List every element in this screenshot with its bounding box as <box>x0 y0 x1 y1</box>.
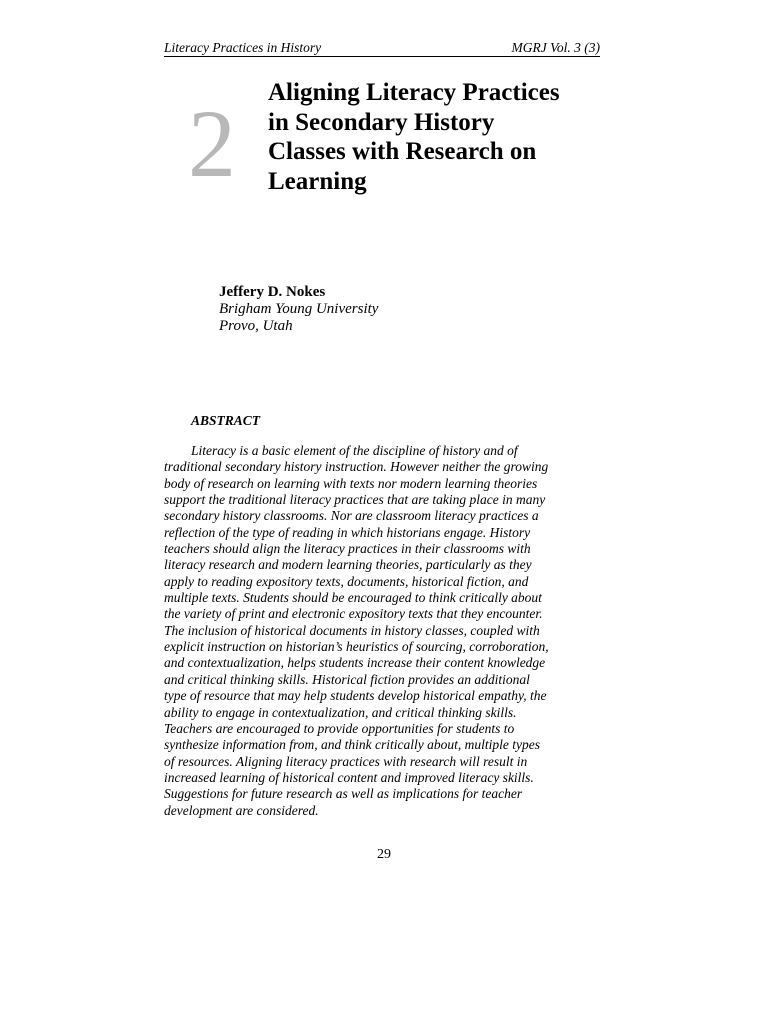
abstract-line: type of resource that may help students develop historical empathy, the <box>164 688 547 704</box>
chapter-number: 2 <box>188 90 236 197</box>
abstract-line: teachers should align the literacy practices in their classrooms with <box>164 541 531 557</box>
abstract-body <box>164 443 604 819</box>
abstract-heading: ABSTRACT <box>191 413 261 428</box>
abstract-line: development are considered. <box>164 802 319 818</box>
chapter-title-line: in Secondary History <box>268 108 495 136</box>
abstract-line: reflection of the type of reading in which historians engage. History <box>164 524 531 540</box>
abstract-line: secondary history classrooms. Nor are classroom literacy practices a <box>164 508 539 524</box>
running-header-left: Literacy Practices in History <box>164 40 322 55</box>
abstract-line: and critical thinking skills. Historical fiction provides an additional <box>164 671 530 687</box>
page-number: 29 <box>377 847 391 862</box>
author-institution: Brigham Young University <box>219 301 379 317</box>
abstract-line: increased learning of historical content and improved literacy skills. <box>164 769 534 785</box>
abstract-line: Teachers are encouraged to provide opportunities for students to <box>164 720 515 736</box>
chapter-title-line: Aligning Literacy Practices <box>268 79 560 106</box>
abstract-line: multiple texts. Students should be encouraged to think critically about <box>164 590 542 606</box>
abstract-line: of resources. Aligning literacy practices with research will result in <box>164 753 528 769</box>
abstract-line: and contextualization, helps students increase their content knowledge <box>164 655 546 671</box>
author-name: Jeffery D. Nokes <box>219 284 326 300</box>
chapter-title <box>268 78 608 196</box>
chapter-title-line: Classes with Research on <box>268 138 537 165</box>
abstract-line: Literacy is a basic element of the discipline of history and of <box>191 443 518 458</box>
abstract-line: explicit instruction on historian’s heuristics of sourcing, corroboration, <box>164 639 549 655</box>
abstract-line: synthesize information from, and think critically about, multiple types <box>164 737 540 753</box>
abstract-line: support the traditional literacy practices that are taking place in many <box>164 492 546 508</box>
abstract-line: ability to engage in contextualization, and critical thinking skills. <box>164 704 517 720</box>
author-location: Provo, Utah <box>219 318 293 334</box>
abstract-line: the variety of print and electronic expository texts that they encounter. <box>164 606 543 622</box>
author-block <box>219 284 378 335</box>
abstract-line: apply to reading expository texts, documents, historical fiction, and <box>164 573 529 589</box>
abstract-line: traditional secondary history instruction. However neither the growing <box>164 459 549 475</box>
abstract-line: literacy research and modern learning theories, particularly as they <box>164 557 532 573</box>
abstract-line: Suggestions for future research as well as implications for teacher <box>164 786 523 802</box>
running-header-right: MGRJ Vol. 3 (3) <box>511 40 600 55</box>
chapter-title-line: Learning <box>268 167 367 195</box>
abstract-line: body of research on learning with texts nor modern learning theories <box>164 475 538 491</box>
abstract-line: The inclusion of historical documents in history classes, coupled with <box>164 622 540 638</box>
running-header <box>164 40 600 57</box>
